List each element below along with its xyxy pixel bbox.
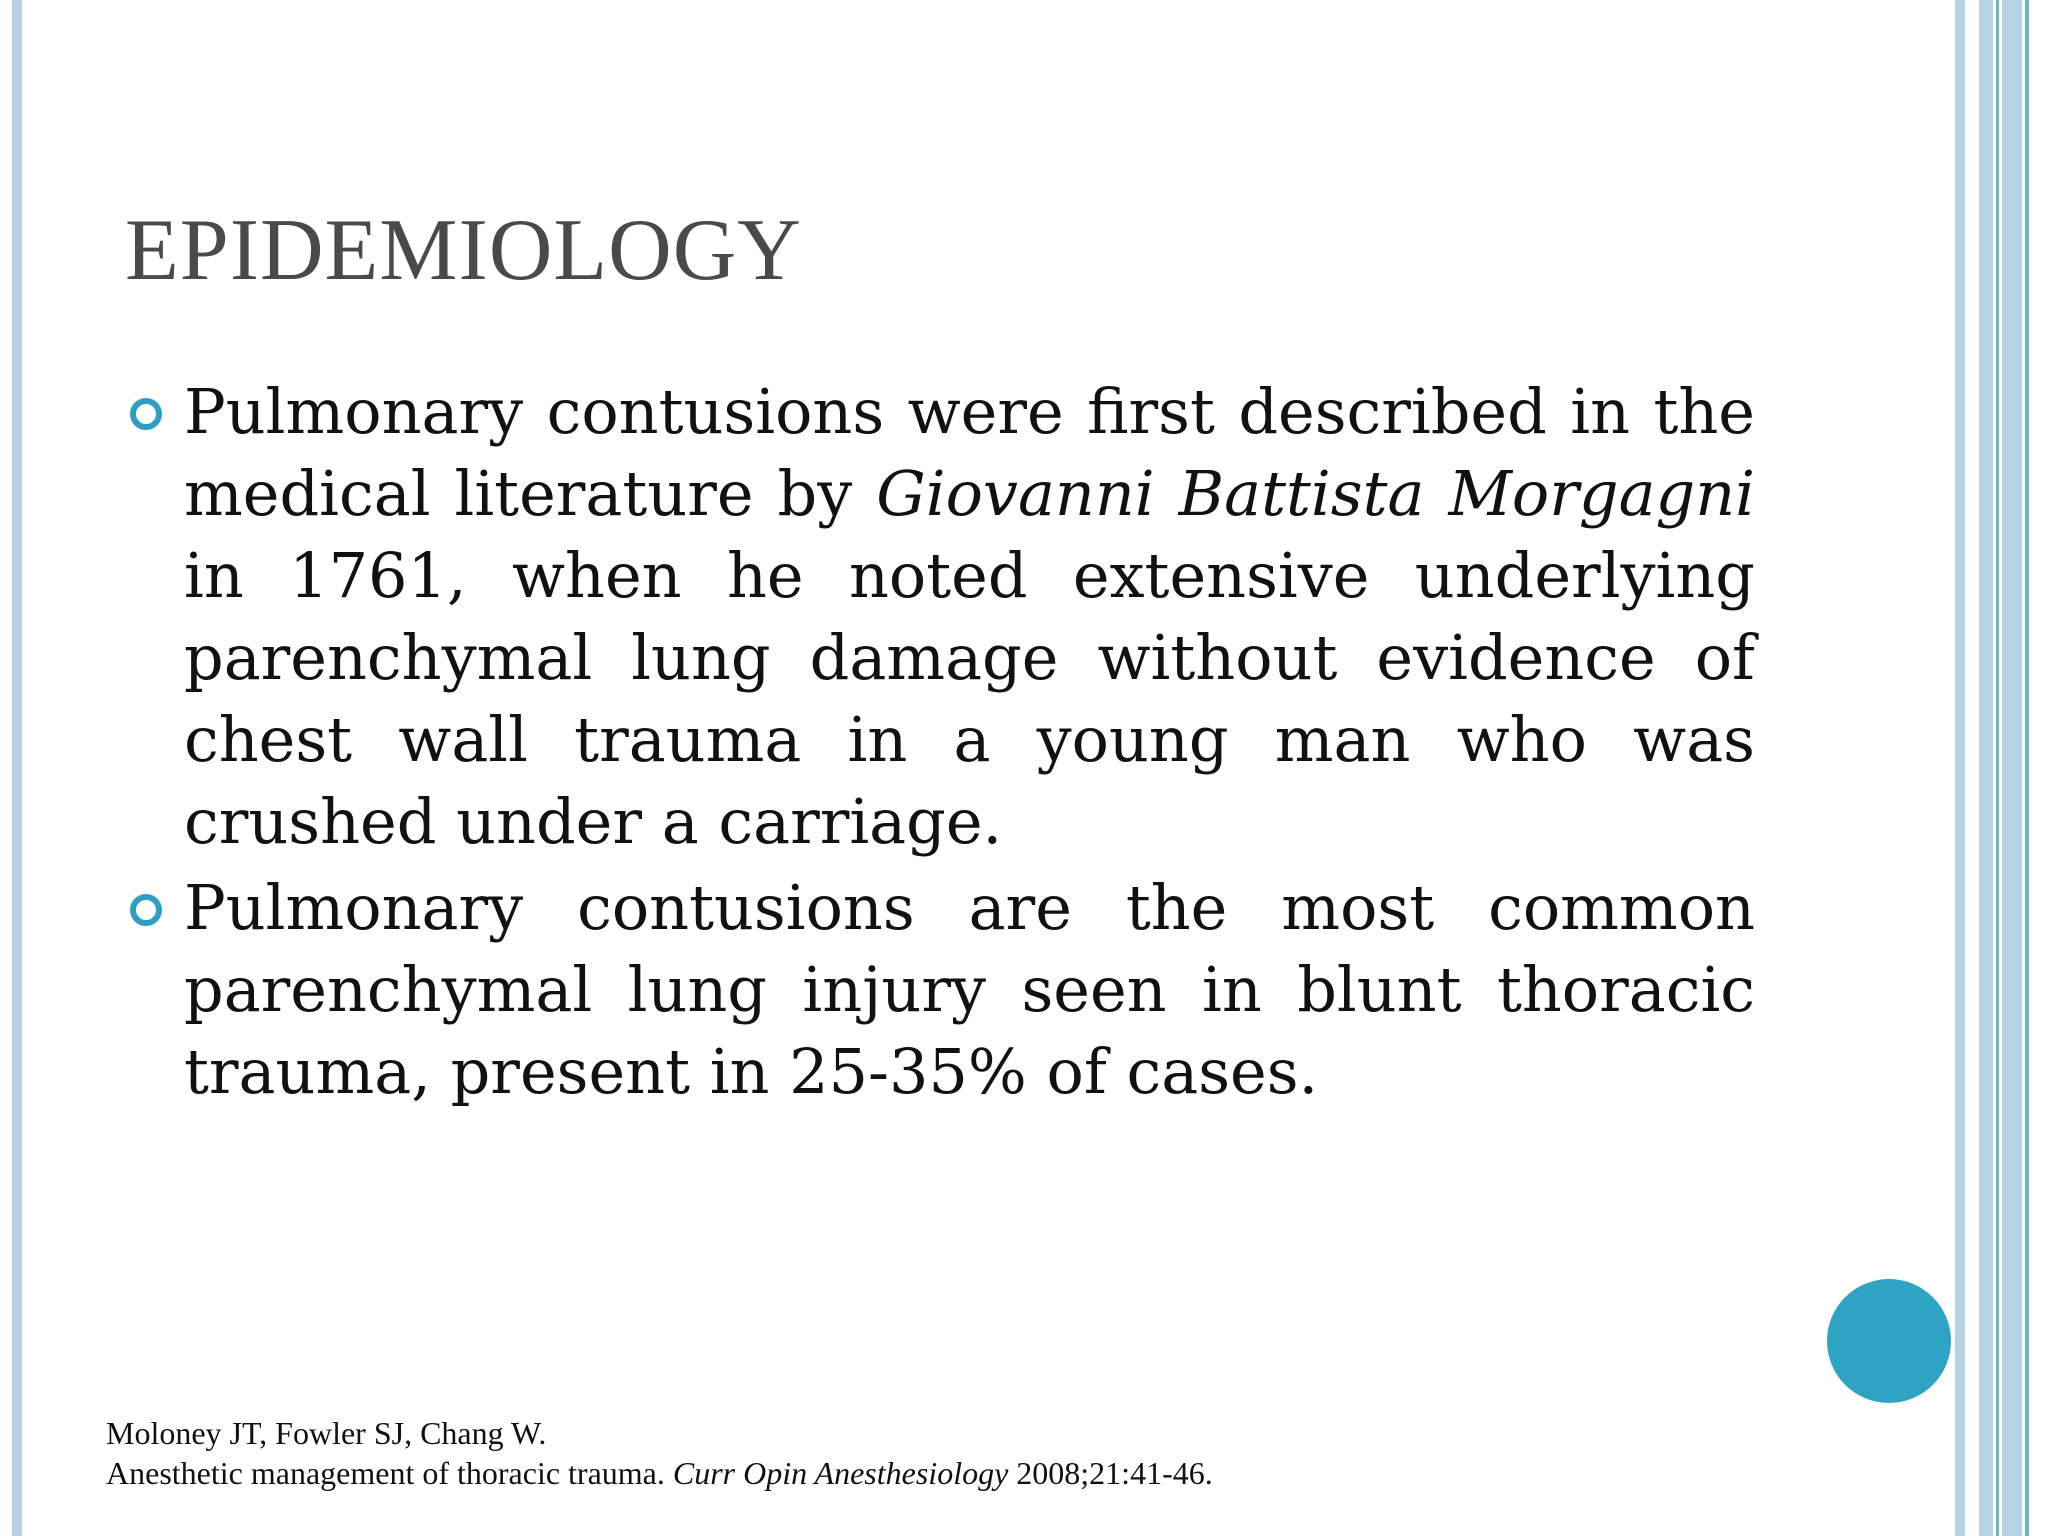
reference (106, 1413, 1213, 1493)
hollow-circle-icon (130, 398, 162, 430)
decorative-circle (1827, 1279, 1951, 1403)
hollow-circle-icon (130, 894, 162, 926)
bullet-text-emphasis: Giovanni Battista Morgagni (876, 457, 1755, 530)
bullet-item (125, 867, 1755, 1113)
right-stripe (2002, 0, 2022, 1536)
reference-authors: Moloney JT, Fowler SJ, Chang W. (106, 1415, 547, 1451)
bullet-text-before: Pulmonary contusions are the most common parenchymal lung injury seen in blunt thoracic trauma, present in 25-35% of cases. (184, 871, 1755, 1108)
right-stripe (2025, 0, 2029, 1536)
right-stripe (1955, 0, 1965, 1536)
reference-article: Anesthetic management of thoracic trauma. (106, 1455, 673, 1491)
reference-source (106, 1453, 1213, 1493)
slide-title: EPIDEMIOLOGY (125, 202, 802, 299)
reference-citation: 2008;21:41-46. (1008, 1455, 1213, 1491)
bullet-text (184, 867, 1755, 1113)
right-stripe (1996, 0, 1999, 1536)
bullet-list (125, 371, 1755, 1117)
bullet-text (184, 371, 1755, 863)
right-border-stripes (1955, 0, 2048, 1536)
left-border-stripe (12, 0, 22, 1536)
bullet-text-before: Pulmonary contusions were first described in the medical literature by (184, 375, 1755, 530)
bullet-item (125, 371, 1755, 863)
reference-journal: Curr Opin Anesthesiology (672, 1455, 1009, 1491)
right-stripe (1979, 0, 1993, 1536)
bullet-text-after: in 1761, when he noted extensive underlying parenchymal lung damage without evidence of chest wall trauma in a young man who was crushed under a carriage. (184, 539, 1755, 858)
